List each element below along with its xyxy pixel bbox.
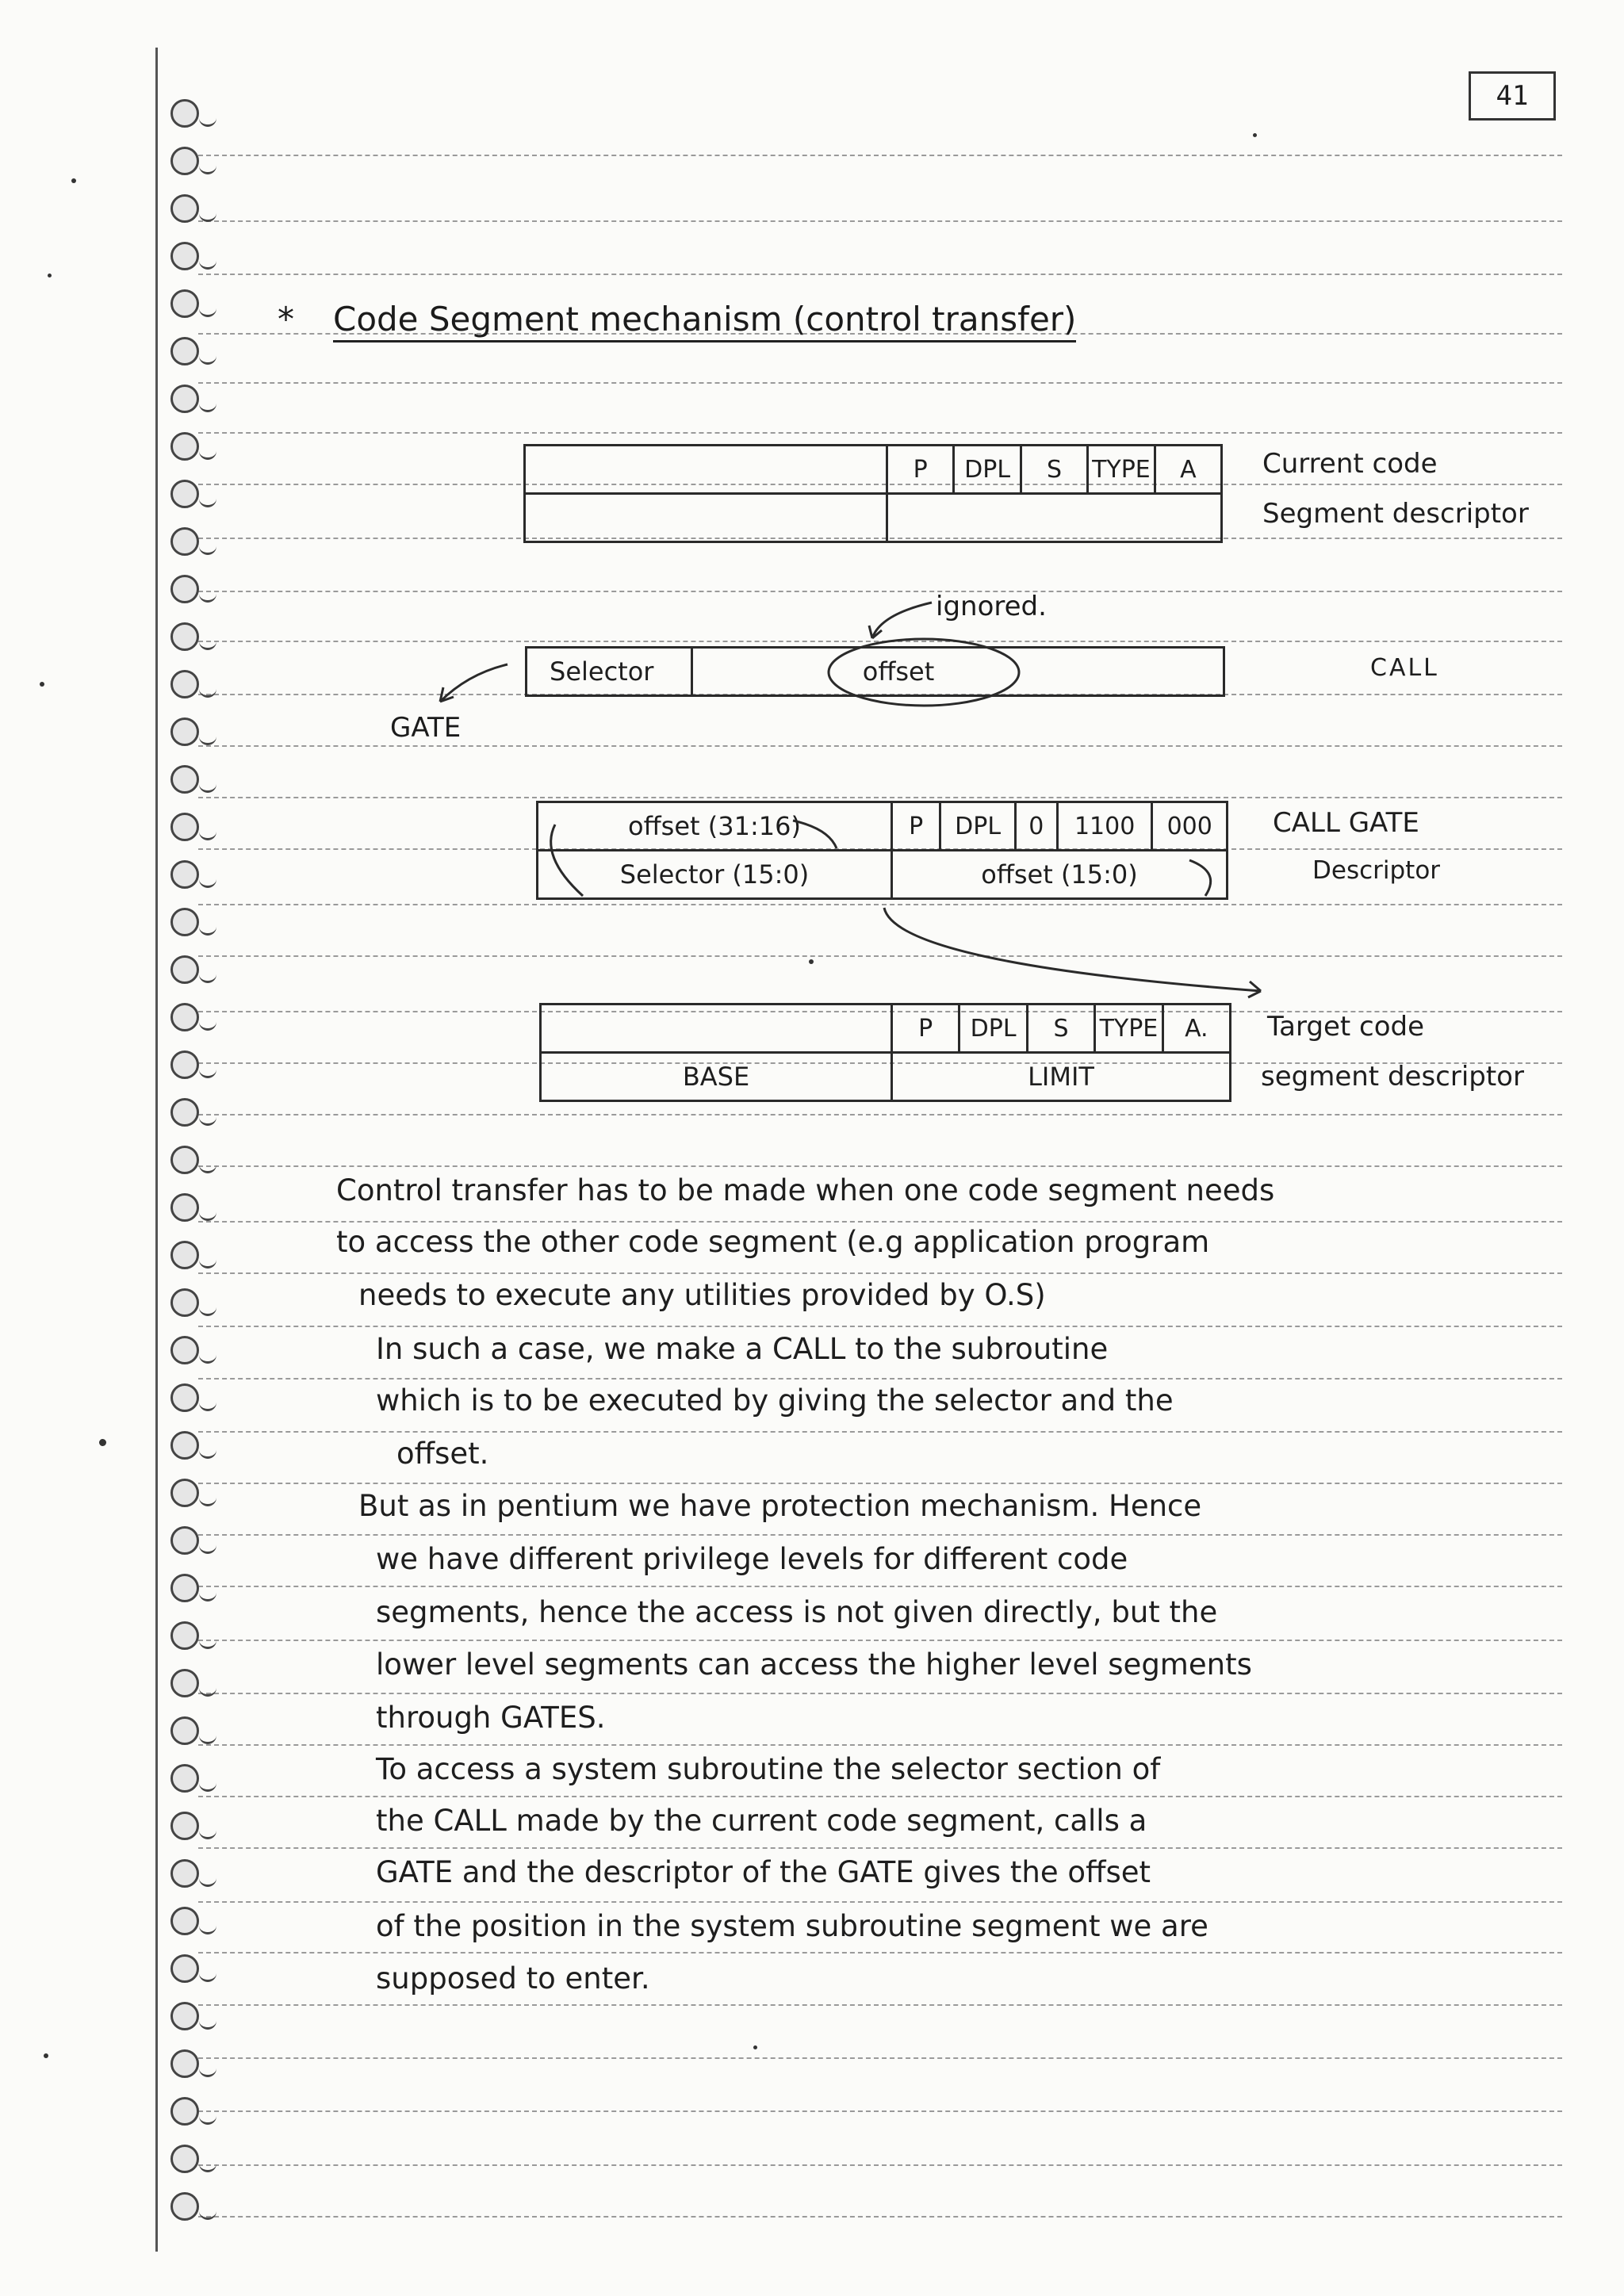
call-offset-cell: [691, 646, 1225, 697]
page-number: 41: [1469, 71, 1556, 121]
ignored-annotation: ignored.: [936, 591, 1047, 622]
call-selector-cell: [525, 646, 693, 697]
gate-label: GATE: [390, 712, 462, 744]
tcd-field-dpl: DPL: [960, 1005, 1028, 1051]
cg-row2-right: [891, 849, 1228, 900]
cg-offset-low: offset (15:0): [981, 859, 1138, 890]
tcd-field-a: A.: [1185, 1014, 1208, 1043]
tcd-field-type: TYPE: [1096, 1005, 1163, 1051]
call-selector-label: Selector: [550, 656, 654, 687]
gate-to-target-curve: [884, 908, 1261, 991]
tcd-field-p: P: [893, 1005, 960, 1051]
tcd-base: BASE: [682, 1062, 750, 1092]
paragraph-line: segments, hence the access is not given directly, but the: [376, 1595, 1218, 1629]
paragraph-line: Control transfer has to be made when one code segment needs: [336, 1173, 1275, 1207]
call-offset-label: offset: [862, 656, 935, 687]
cg-row1-left: [536, 801, 893, 851]
ccd-row1-left: [523, 444, 888, 495]
bullet-star: *: [278, 300, 294, 339]
cg-field-reserved: 000: [1166, 812, 1212, 840]
spiral-binding: [170, 99, 218, 2256]
page-title-text: Code Segment mechanism (control transfer): [333, 300, 1076, 342]
tcd-attr-fields: [891, 1003, 1231, 1054]
cg-attr-fields: [891, 801, 1228, 851]
paragraph-line: But as in pentium we have protection mechanism. Hence: [358, 1489, 1202, 1523]
cg-field-dpl: DPL: [941, 803, 1017, 849]
tcd-limit-cell: [891, 1051, 1231, 1102]
cg-field-type-bits: 1100: [1059, 803, 1154, 849]
ccd-label-line1: Current code: [1262, 448, 1438, 480]
cg-label-line1: CALL GATE: [1273, 807, 1419, 839]
paragraph-line: needs to execute any utilities provided by O.S): [358, 1278, 1046, 1312]
ccd-field-dpl: DPL: [955, 446, 1021, 492]
tcd-label-line1: Target code: [1267, 1011, 1424, 1043]
tcd-row1-left: [539, 1003, 893, 1054]
tcd-label-line2: segment descriptor: [1261, 1061, 1524, 1093]
paragraph-line: offset.: [396, 1437, 489, 1471]
call-label: CALL: [1370, 654, 1439, 682]
cg-offset-high: offset (31:16): [628, 811, 801, 841]
paragraph-line: supposed to enter.: [376, 1961, 650, 1996]
gate-to-target-arrowhead: [1248, 982, 1261, 997]
ignored-arrowhead: [869, 626, 882, 638]
margin-line: [155, 48, 158, 2252]
tcd-base-cell: [539, 1051, 893, 1102]
ccd-row2-left: [523, 492, 888, 543]
page-title: [278, 300, 1077, 339]
paragraph-line: of the position in the system subroutine segment we are: [376, 1909, 1208, 1943]
cg-field-p: P: [893, 803, 941, 849]
paragraph-line: which is to be executed by giving the selector and the: [376, 1383, 1174, 1418]
paragraph-line: In such a case, we make a CALL to the subroutine: [376, 1332, 1109, 1366]
paragraph-line: we have different privilege levels for different code: [376, 1542, 1128, 1576]
paragraph-line: GATE and the descriptor of the GATE gives the offset: [376, 1855, 1151, 1889]
cg-field-zero: 0: [1017, 803, 1059, 849]
cg-row2-left: [536, 849, 893, 900]
paragraph-line: to access the other code segment (e.g application program: [336, 1225, 1210, 1259]
gate-arrow: [440, 664, 508, 702]
tcd-limit: LIMIT: [1028, 1062, 1094, 1092]
ccd-field-a: A: [1180, 455, 1197, 484]
cg-label-line2: Descriptor: [1312, 856, 1441, 885]
tcd-field-s: S: [1028, 1005, 1096, 1051]
ccd-field-p: P: [888, 446, 955, 492]
ccd-attr-fields: [886, 444, 1223, 495]
paragraph-line: through GATES.: [376, 1701, 606, 1735]
ccd-label-line2: Segment descriptor: [1262, 498, 1529, 530]
ccd-row2-right: [886, 492, 1223, 543]
cg-selector: Selector (15:0): [619, 859, 810, 890]
ccd-field-type: TYPE: [1089, 446, 1155, 492]
ccd-field-s: S: [1022, 446, 1089, 492]
paragraph-line: the CALL made by the current code segment, calls a: [376, 1804, 1147, 1838]
paragraph-line: To access a system subroutine the selector section of: [376, 1752, 1161, 1786]
paragraph-line: lower level segments can access the higher level segments: [376, 1647, 1252, 1682]
ignored-arrow: [872, 603, 932, 638]
